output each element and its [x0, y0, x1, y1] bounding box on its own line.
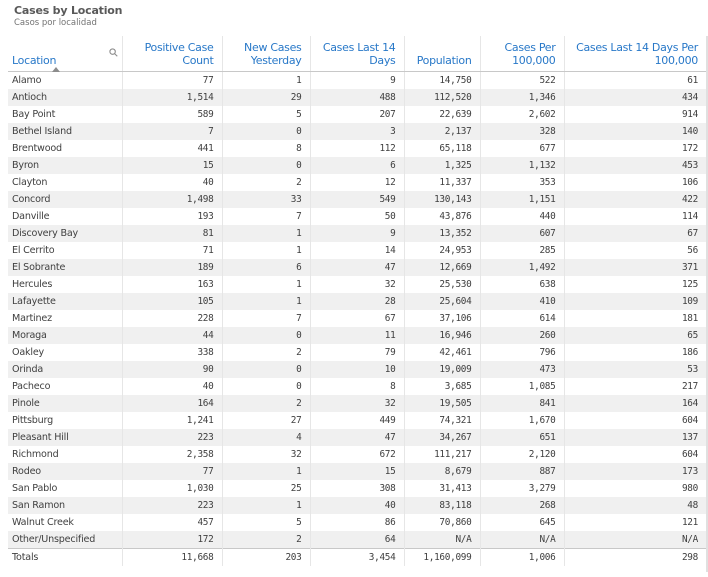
value-cell: 13,352 — [404, 225, 480, 242]
location-cell: Walnut Creek — [8, 514, 122, 531]
totals-cell: 1,160,099 — [404, 549, 480, 567]
location-cell: San Ramon — [8, 497, 122, 514]
value-cell: 607 — [480, 225, 564, 242]
value-cell: 164 — [122, 395, 222, 412]
column-header-cases-last-14-days[interactable]: Cases Last 14 Days — [310, 36, 404, 72]
value-cell: 34,267 — [404, 429, 480, 446]
value-cell: 40 — [122, 378, 222, 395]
table-row[interactable] — [8, 378, 706, 395]
table-row[interactable] — [8, 463, 706, 480]
value-cell: 70,860 — [404, 514, 480, 531]
value-cell: 2 — [222, 174, 310, 191]
value-cell: 11 — [310, 327, 404, 344]
table-row[interactable] — [8, 123, 706, 140]
table-row[interactable] — [8, 259, 706, 276]
totals-cell: 11,668 — [122, 549, 222, 567]
value-cell: 2 — [222, 531, 310, 549]
table-row[interactable] — [8, 242, 706, 259]
value-cell: 677 — [480, 140, 564, 157]
cases-table-container — [8, 36, 706, 566]
value-cell: 1 — [222, 497, 310, 514]
value-cell: 285 — [480, 242, 564, 259]
value-cell: 1 — [222, 293, 310, 310]
table-row[interactable] — [8, 531, 706, 549]
table-row[interactable] — [8, 157, 706, 174]
value-cell: 589 — [122, 106, 222, 123]
value-cell: 2 — [222, 344, 310, 361]
table-row[interactable] — [8, 293, 706, 310]
value-cell: 14,750 — [404, 72, 480, 90]
location-cell: Pacheco — [8, 378, 122, 395]
location-cell: Clayton — [8, 174, 122, 191]
value-cell: 53 — [564, 361, 706, 378]
value-cell: 43,876 — [404, 208, 480, 225]
value-cell: 1,325 — [404, 157, 480, 174]
value-cell: 2,137 — [404, 123, 480, 140]
value-cell: 47 — [310, 429, 404, 446]
value-cell: 67 — [564, 225, 706, 242]
value-cell: 5 — [222, 106, 310, 123]
value-cell: N/A — [404, 531, 480, 549]
value-cell: 181 — [564, 310, 706, 327]
value-cell: 9 — [310, 225, 404, 242]
value-cell: 651 — [480, 429, 564, 446]
value-cell: 15 — [122, 157, 222, 174]
value-cell: 3,279 — [480, 480, 564, 497]
value-cell: 1,151 — [480, 191, 564, 208]
location-cell: Alamo — [8, 72, 122, 90]
value-cell: 81 — [122, 225, 222, 242]
value-cell: 16,946 — [404, 327, 480, 344]
value-cell: 125 — [564, 276, 706, 293]
location-cell: Bethel Island — [8, 123, 122, 140]
value-cell: 228 — [122, 310, 222, 327]
location-cell: Orinda — [8, 361, 122, 378]
value-cell: 24,953 — [404, 242, 480, 259]
totals-cell: 1,006 — [480, 549, 564, 567]
value-cell: 67 — [310, 310, 404, 327]
value-cell: 371 — [564, 259, 706, 276]
location-cell: Other/Unspecified — [8, 531, 122, 549]
value-cell: 0 — [222, 123, 310, 140]
value-cell: 28 — [310, 293, 404, 310]
value-cell: 106 — [564, 174, 706, 191]
value-cell: 130,143 — [404, 191, 480, 208]
value-cell: 33 — [222, 191, 310, 208]
value-cell: 4 — [222, 429, 310, 446]
value-cell: 25 — [222, 480, 310, 497]
value-cell: 0 — [222, 378, 310, 395]
value-cell: N/A — [480, 531, 564, 549]
value-cell: 3 — [310, 123, 404, 140]
value-cell: 40 — [310, 497, 404, 514]
value-cell: 22,639 — [404, 106, 480, 123]
table-row[interactable] — [8, 480, 706, 497]
value-cell: 163 — [122, 276, 222, 293]
location-cell: El Cerrito — [8, 242, 122, 259]
location-cell: Moraga — [8, 327, 122, 344]
value-cell: 5 — [222, 514, 310, 531]
totals-cell: 3,454 — [310, 549, 404, 567]
value-cell: 441 — [122, 140, 222, 157]
value-cell: 25,604 — [404, 293, 480, 310]
value-cell: 223 — [122, 497, 222, 514]
value-cell: 1 — [222, 276, 310, 293]
value-cell: 112 — [310, 140, 404, 157]
value-cell: 1,670 — [480, 412, 564, 429]
value-cell: 105 — [122, 293, 222, 310]
location-cell: Rodeo — [8, 463, 122, 480]
table-row[interactable] — [8, 208, 706, 225]
panel-subtitle: Casos por localidad — [14, 18, 97, 28]
value-cell: 1,132 — [480, 157, 564, 174]
value-cell: 44 — [122, 327, 222, 344]
value-cell: 86 — [310, 514, 404, 531]
table-header-row — [8, 36, 706, 72]
value-cell: 1,241 — [122, 412, 222, 429]
totals-label: Totals — [8, 549, 122, 567]
table-row[interactable] — [8, 140, 706, 157]
value-cell: 0 — [222, 157, 310, 174]
value-cell: 604 — [564, 446, 706, 463]
value-cell: 6 — [310, 157, 404, 174]
value-cell: 64 — [310, 531, 404, 549]
value-cell: 19,505 — [404, 395, 480, 412]
value-cell: 914 — [564, 106, 706, 123]
value-cell: 1,346 — [480, 89, 564, 106]
value-cell: 841 — [480, 395, 564, 412]
value-cell: 37,106 — [404, 310, 480, 327]
value-cell: 7 — [222, 310, 310, 327]
column-header-label: Location — [12, 54, 57, 67]
location-cell: Richmond — [8, 446, 122, 463]
value-cell: 353 — [480, 174, 564, 191]
table-row[interactable] — [8, 429, 706, 446]
value-cell: 8,679 — [404, 463, 480, 480]
value-cell: 328 — [480, 123, 564, 140]
value-cell: 796 — [480, 344, 564, 361]
table-row[interactable] — [8, 497, 706, 514]
value-cell: 65,118 — [404, 140, 480, 157]
table-row[interactable] — [8, 412, 706, 429]
sort-ascending-icon[interactable] — [52, 67, 60, 72]
value-cell: 268 — [480, 497, 564, 514]
value-cell: 27 — [222, 412, 310, 429]
value-cell: 645 — [480, 514, 564, 531]
table-row[interactable] — [8, 276, 706, 293]
value-cell: 980 — [564, 480, 706, 497]
table-row[interactable] — [8, 72, 706, 90]
value-cell: 488 — [310, 89, 404, 106]
value-cell: 7 — [222, 208, 310, 225]
value-cell: 112,520 — [404, 89, 480, 106]
table-row[interactable] — [8, 310, 706, 327]
value-cell: 121 — [564, 514, 706, 531]
table-row[interactable] — [8, 344, 706, 361]
value-cell: 189 — [122, 259, 222, 276]
value-cell: 77 — [122, 72, 222, 90]
table-row[interactable] — [8, 174, 706, 191]
value-cell: 32 — [310, 276, 404, 293]
value-cell: 172 — [564, 140, 706, 157]
value-cell: 434 — [564, 89, 706, 106]
table-row[interactable] — [8, 446, 706, 463]
value-cell: 109 — [564, 293, 706, 310]
table-row[interactable] — [8, 361, 706, 378]
table-body — [8, 72, 706, 549]
value-cell: 549 — [310, 191, 404, 208]
column-header-positive-case-count[interactable]: Positive Case Count — [122, 36, 222, 72]
location-cell: Pleasant Hill — [8, 429, 122, 446]
value-cell: 440 — [480, 208, 564, 225]
value-cell: 6 — [222, 259, 310, 276]
value-cell: 29 — [222, 89, 310, 106]
value-cell: 2,120 — [480, 446, 564, 463]
value-cell: 32 — [310, 395, 404, 412]
value-cell: 111,217 — [404, 446, 480, 463]
value-cell: 193 — [122, 208, 222, 225]
value-cell: 32 — [222, 446, 310, 463]
value-cell: 12,669 — [404, 259, 480, 276]
column-header-population[interactable]: Population — [404, 36, 480, 72]
location-cell: Byron — [8, 157, 122, 174]
value-cell: 410 — [480, 293, 564, 310]
search-icon[interactable] — [109, 48, 118, 57]
value-cell: 672 — [310, 446, 404, 463]
table-row[interactable] — [8, 395, 706, 412]
value-cell: 1 — [222, 72, 310, 90]
value-cell: 114 — [564, 208, 706, 225]
value-cell: 338 — [122, 344, 222, 361]
totals-row — [8, 549, 706, 567]
value-cell: 90 — [122, 361, 222, 378]
value-cell: 50 — [310, 208, 404, 225]
value-cell: 14 — [310, 242, 404, 259]
column-header-new-cases-yesterday[interactable]: New Cases Yesterday — [222, 36, 310, 72]
cases-table — [8, 36, 706, 566]
location-cell: Hercules — [8, 276, 122, 293]
value-cell: 8 — [310, 378, 404, 395]
value-cell: 308 — [310, 480, 404, 497]
value-cell: 83,118 — [404, 497, 480, 514]
value-cell: 422 — [564, 191, 706, 208]
value-cell: 77 — [122, 463, 222, 480]
value-cell: 12 — [310, 174, 404, 191]
value-cell: 8 — [222, 140, 310, 157]
value-cell: 887 — [480, 463, 564, 480]
value-cell: 40 — [122, 174, 222, 191]
location-cell: Oakley — [8, 344, 122, 361]
value-cell: 186 — [564, 344, 706, 361]
value-cell: 604 — [564, 412, 706, 429]
value-cell: 1 — [222, 242, 310, 259]
table-row[interactable] — [8, 106, 706, 123]
value-cell: 0 — [222, 327, 310, 344]
value-cell: 638 — [480, 276, 564, 293]
value-cell: 614 — [480, 310, 564, 327]
table-row[interactable] — [8, 191, 706, 208]
location-cell: Danville — [8, 208, 122, 225]
location-cell: Pinole — [8, 395, 122, 412]
totals-cell: 203 — [222, 549, 310, 567]
location-cell: El Sobrante — [8, 259, 122, 276]
location-cell: Concord — [8, 191, 122, 208]
value-cell: 449 — [310, 412, 404, 429]
value-cell: 10 — [310, 361, 404, 378]
location-cell: Brentwood — [8, 140, 122, 157]
totals-cell: 298 — [564, 549, 706, 567]
table-row[interactable] — [8, 327, 706, 344]
location-cell: Antioch — [8, 89, 122, 106]
value-cell: 25,530 — [404, 276, 480, 293]
value-cell: 3,685 — [404, 378, 480, 395]
panel-title: Cases by Location — [14, 4, 123, 17]
value-cell: 61 — [564, 72, 706, 90]
value-cell: 1,030 — [122, 480, 222, 497]
value-cell: 74,321 — [404, 412, 480, 429]
value-cell: 42,461 — [404, 344, 480, 361]
value-cell: 1 — [222, 225, 310, 242]
value-cell: 47 — [310, 259, 404, 276]
value-cell: 217 — [564, 378, 706, 395]
value-cell: 1,492 — [480, 259, 564, 276]
location-cell: Discovery Bay — [8, 225, 122, 242]
value-cell: 522 — [480, 72, 564, 90]
location-cell: San Pablo — [8, 480, 122, 497]
location-cell: Pittsburg — [8, 412, 122, 429]
location-cell: Martinez — [8, 310, 122, 327]
value-cell: 473 — [480, 361, 564, 378]
value-cell: 2,358 — [122, 446, 222, 463]
value-cell: 71 — [122, 242, 222, 259]
value-cell: 164 — [564, 395, 706, 412]
value-cell: 137 — [564, 429, 706, 446]
column-header-cases-14-days-per-100000[interactable]: Cases Last 14 Days Per 100,000 — [564, 36, 706, 72]
value-cell: 457 — [122, 514, 222, 531]
value-cell: 2,602 — [480, 106, 564, 123]
value-cell: 172 — [122, 531, 222, 549]
value-cell: 207 — [310, 106, 404, 123]
value-cell: 31,413 — [404, 480, 480, 497]
value-cell: 15 — [310, 463, 404, 480]
value-cell: 65 — [564, 327, 706, 344]
location-cell: Bay Point — [8, 106, 122, 123]
value-cell: 1,085 — [480, 378, 564, 395]
value-cell: 9 — [310, 72, 404, 90]
table-row[interactable] — [8, 514, 706, 531]
value-cell: 2 — [222, 395, 310, 412]
value-cell: 19,009 — [404, 361, 480, 378]
value-cell: 140 — [564, 123, 706, 140]
value-cell: 48 — [564, 497, 706, 514]
value-cell: 260 — [480, 327, 564, 344]
value-cell: 453 — [564, 157, 706, 174]
value-cell: 11,337 — [404, 174, 480, 191]
location-cell: Lafayette — [8, 293, 122, 310]
value-cell: 1 — [222, 463, 310, 480]
column-header-location[interactable] — [8, 36, 122, 72]
value-cell: 1,498 — [122, 191, 222, 208]
value-cell: 173 — [564, 463, 706, 480]
table-row[interactable] — [8, 89, 706, 106]
value-cell: 56 — [564, 242, 706, 259]
value-cell: 7 — [122, 123, 222, 140]
value-cell: 1,514 — [122, 89, 222, 106]
column-header-cases-per-100000[interactable]: Cases Per 100,000 — [480, 36, 564, 72]
value-cell: 0 — [222, 361, 310, 378]
value-cell: 223 — [122, 429, 222, 446]
value-cell: 79 — [310, 344, 404, 361]
value-cell: N/A — [564, 531, 706, 549]
table-row[interactable] — [8, 225, 706, 242]
